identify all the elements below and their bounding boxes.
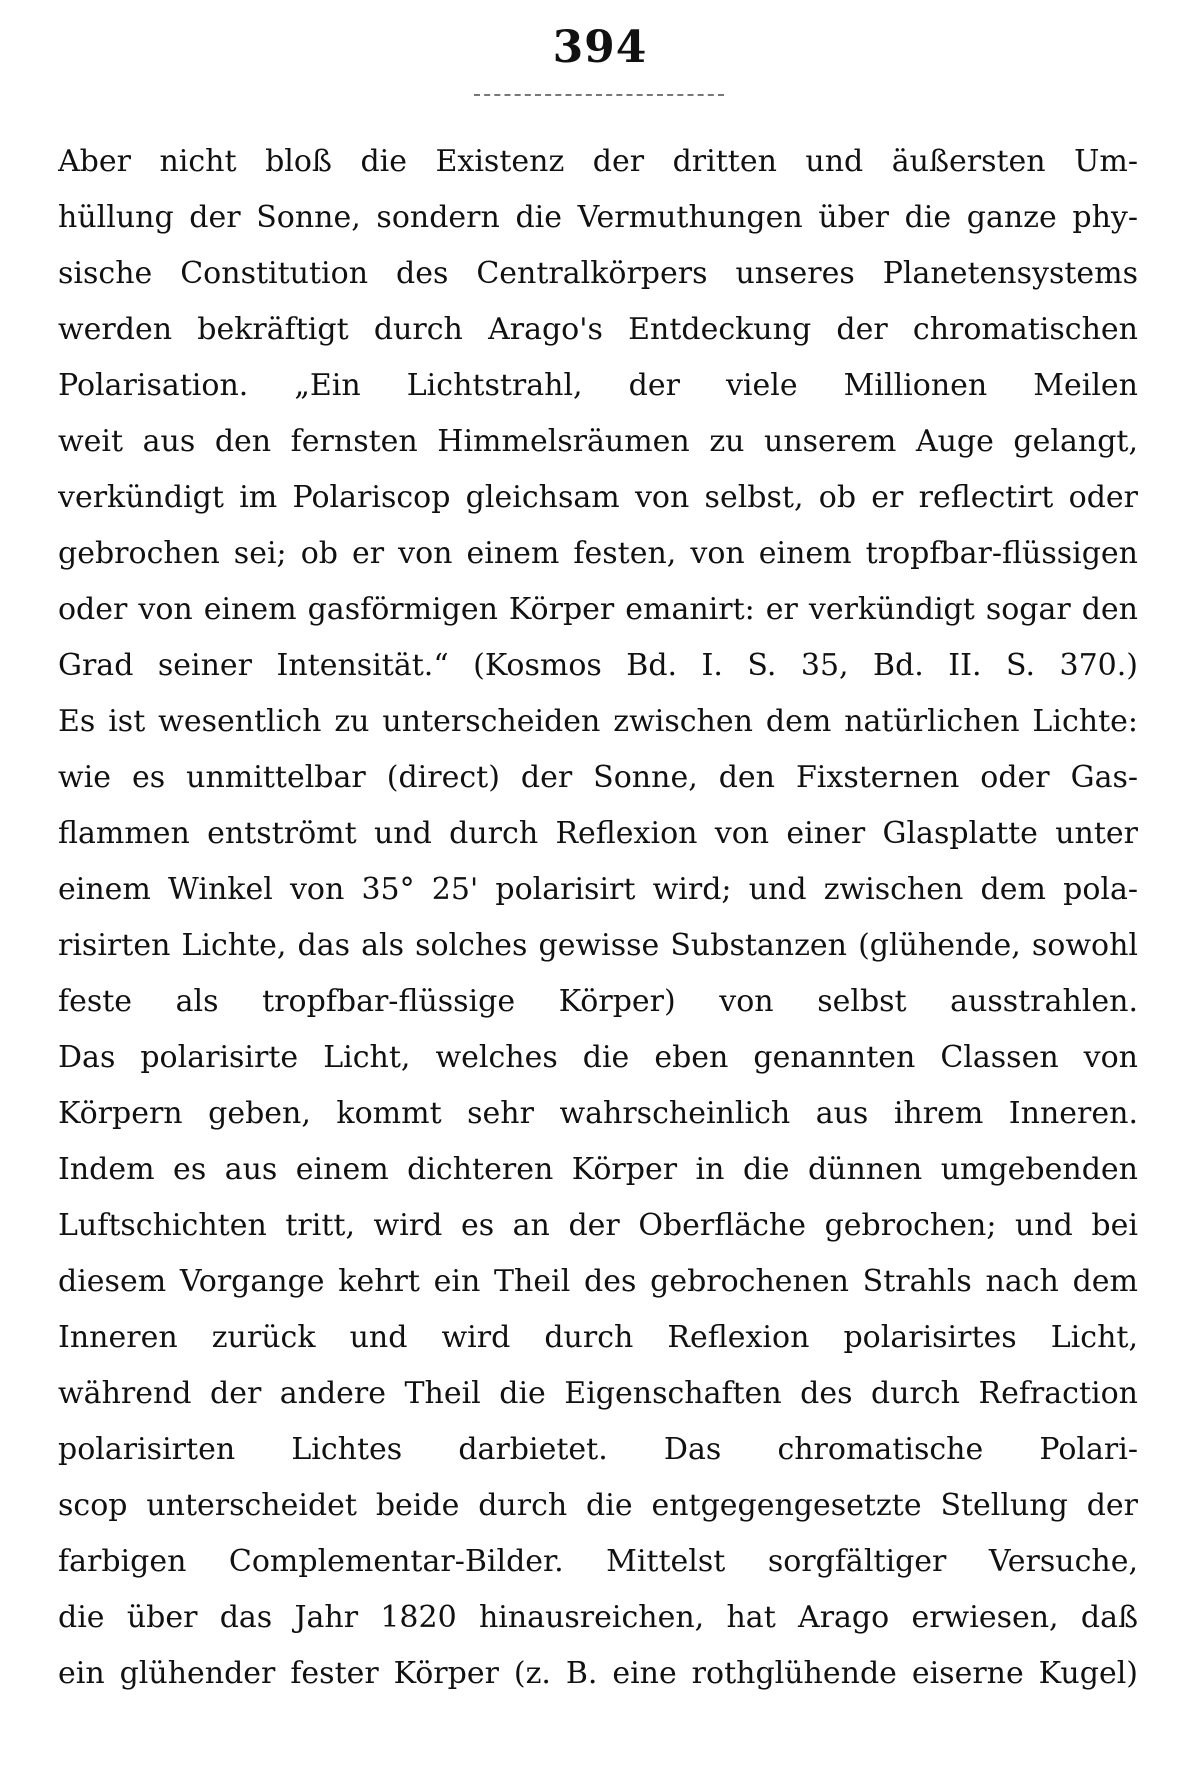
- text-line: risirten Lichte, das als solches gewisse Substanzen (glühende, sowohl: [58, 928, 1138, 963]
- text-line: polarisirten Lichtes darbietet. Das chromatische Polari-: [58, 1432, 1138, 1467]
- text-line: feste als tropfbar-flüssige Körper) von selbst ausstrahlen.: [58, 984, 1138, 1019]
- text-line: während der andere Theil die Eigenschaften des durch Refraction: [58, 1376, 1138, 1411]
- text-line: weit aus den fernsten Himmelsräumen zu unserem Auge gelangt,: [58, 424, 1138, 459]
- text-line: hüllung der Sonne, sondern die Vermuthungen über die ganze phy-: [58, 200, 1138, 235]
- text-line: oder von einem gasförmigen Körper emanirt: er verkündigt sogar den: [58, 592, 1138, 627]
- body-text: [58, 134, 1138, 1702]
- text-line: diesem Vorgange kehrt ein Theil des gebrochenen Strahls nach dem: [58, 1264, 1138, 1299]
- page-number: 394: [552, 22, 648, 73]
- text-line: Körpern geben, kommt sehr wahrscheinlich aus ihrem Inneren.: [58, 1096, 1138, 1131]
- text-line: Inneren zurück und wird durch Reflexion polarisirtes Licht,: [58, 1320, 1138, 1355]
- text-line: flammen entströmt und durch Reflexion von einer Glasplatte unter: [58, 816, 1138, 851]
- text-line: Indem es aus einem dichteren Körper in die dünnen umgebenden: [58, 1152, 1138, 1187]
- text-line: gebrochen sei; ob er von einem festen, von einem tropfbar-flüssigen: [58, 536, 1138, 571]
- text-line: werden bekräftigt durch Arago's Entdeckung der chromatischen: [58, 312, 1138, 347]
- text-line: wie es unmittelbar (direct) der Sonne, den Fixsternen oder Gas-: [58, 760, 1138, 795]
- text-line: Grad seiner Intensität.“ (Kosmos Bd. I. S. 35, Bd. II. S. 370.): [58, 648, 1138, 683]
- text-line: sische Constitution des Centralkörpers unseres Planetensystems: [58, 256, 1138, 291]
- text-line: einem Winkel von 35° 25' polarisirt wird; und zwischen dem pola-: [58, 872, 1138, 907]
- text-line: farbigen Complementar-Bilder. Mittelst sorgfältiger Versuche,: [58, 1544, 1138, 1579]
- header-rule: [474, 94, 724, 96]
- text-line: die über das Jahr 1820 hinausreichen, hat Arago erwiesen, daß: [58, 1600, 1138, 1635]
- text-line: Es ist wesentlich zu unterscheiden zwischen dem natürlichen Lichte:: [58, 704, 1138, 739]
- text-line: Aber nicht bloß die Existenz der dritten und äußersten Um-: [58, 144, 1138, 179]
- text-line: Luftschichten tritt, wird es an der Oberfläche gebrochen; und bei: [58, 1208, 1138, 1243]
- text-line: ein glühender fester Körper (z. B. eine rothglühende eiserne Kugel): [58, 1656, 1138, 1691]
- text-line: scop unterscheidet beide durch die entgegengesetzte Stellung der: [58, 1488, 1138, 1523]
- text-line: Das polarisirte Licht, welches die eben genannten Classen von: [58, 1040, 1138, 1075]
- text-line: verkündigt im Polariscop gleichsam von selbst, ob er reflectirt oder: [58, 480, 1138, 515]
- text-line: Polarisation. „Ein Lichtstrahl, der viele Millionen Meilen: [58, 368, 1138, 403]
